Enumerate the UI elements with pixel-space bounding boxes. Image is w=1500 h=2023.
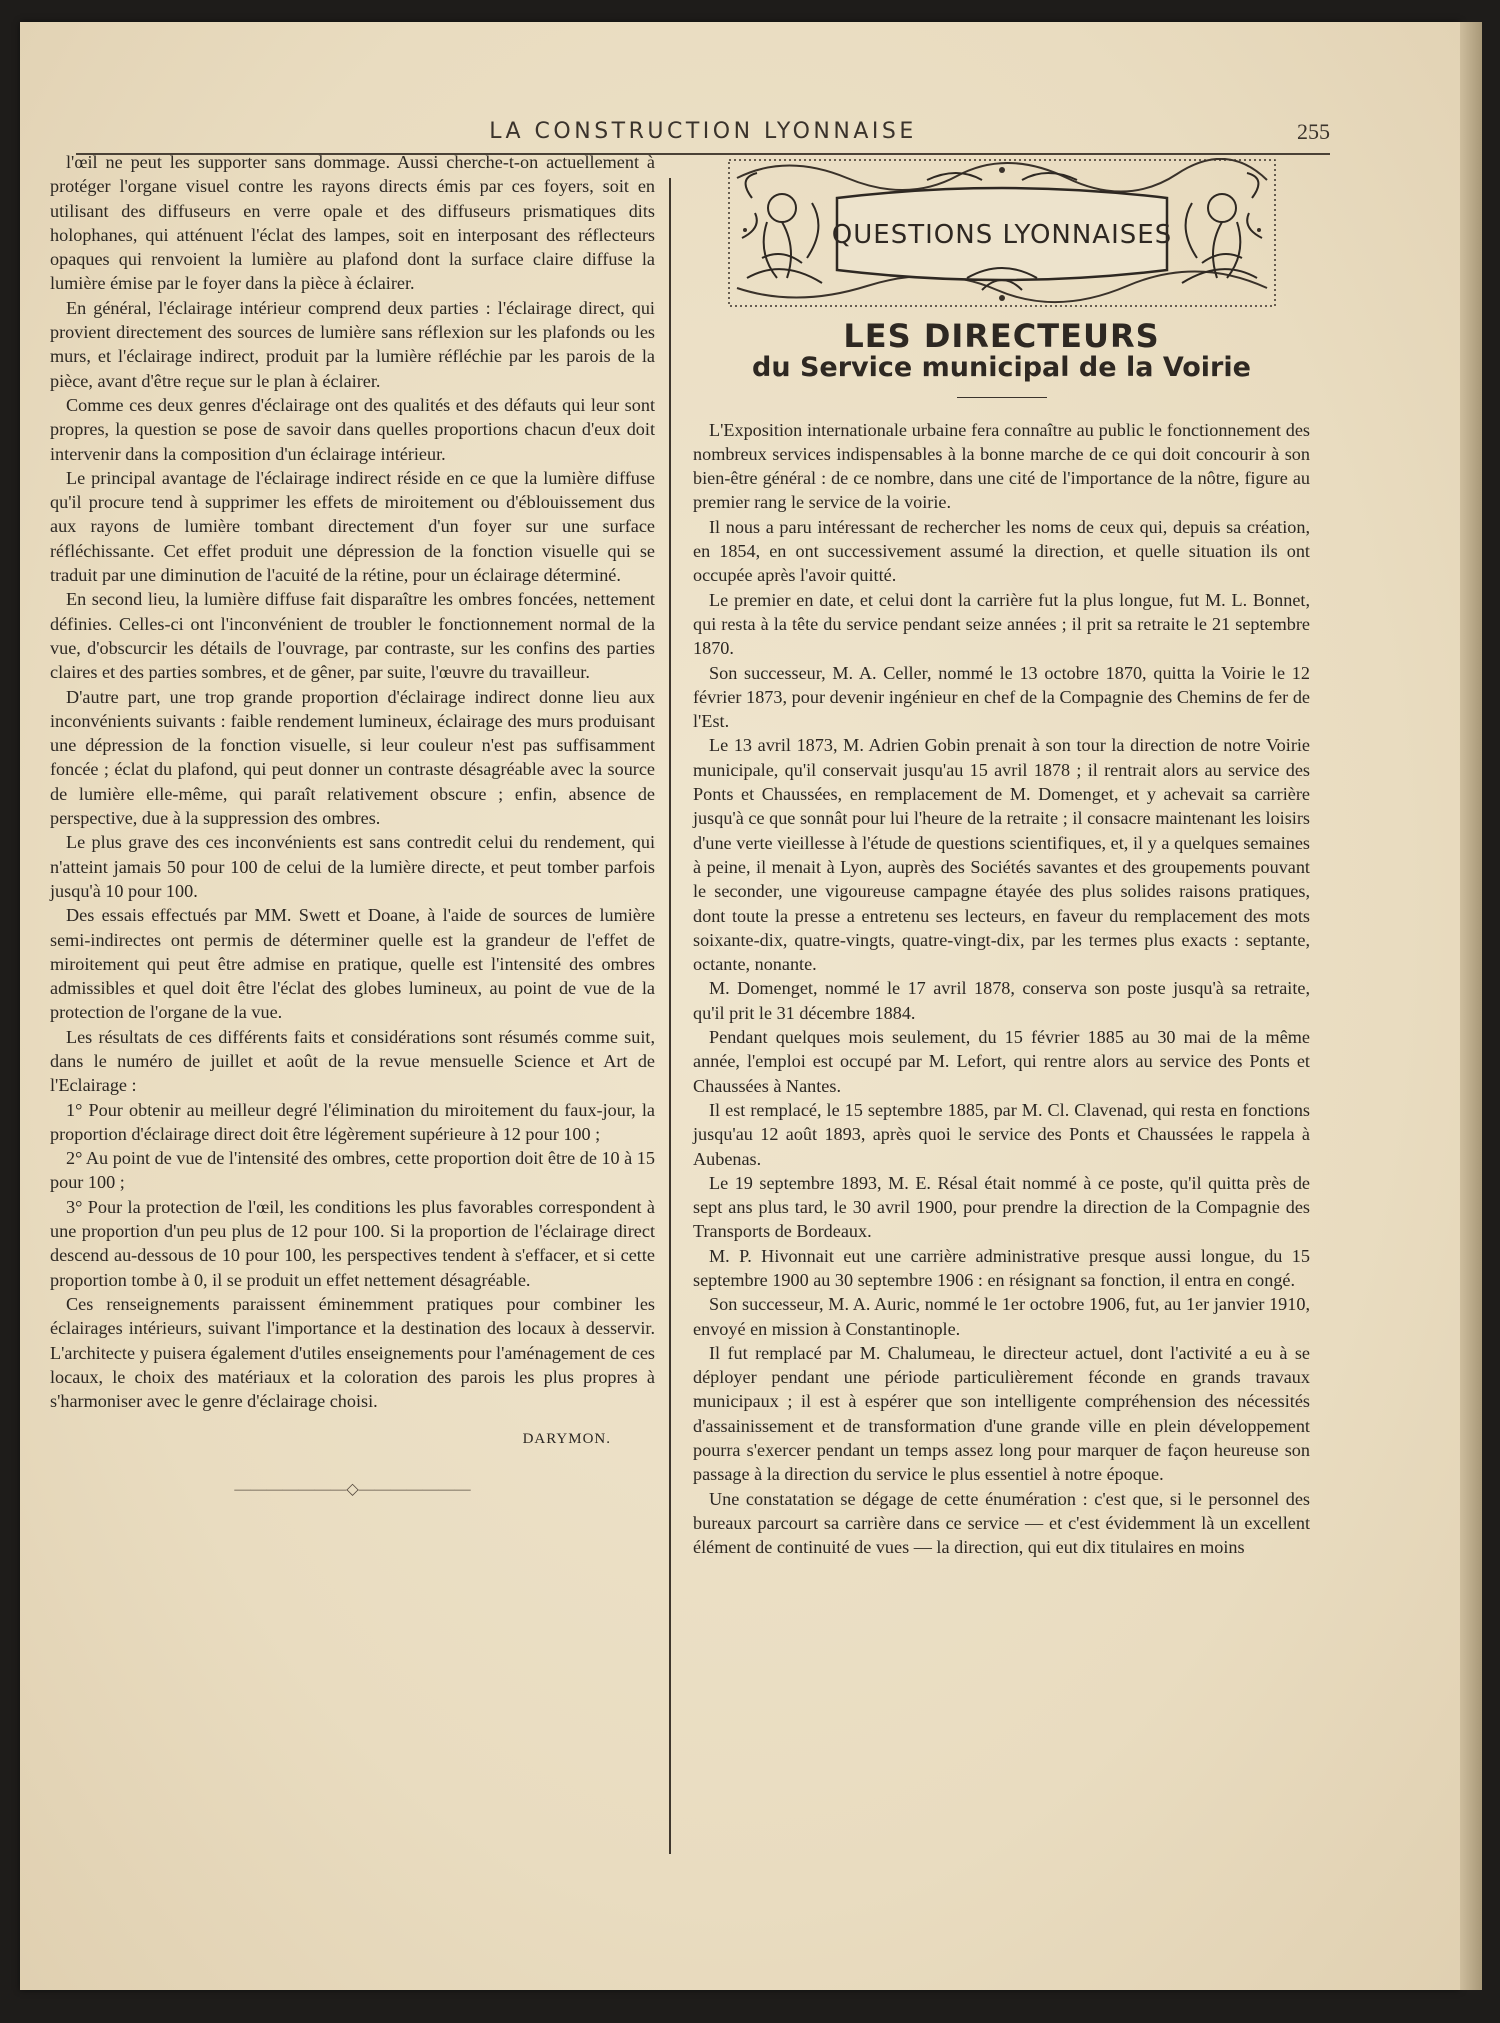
paragraph: 3° Pour la protection de l'œil, les conditions les plus favorables correspondent à une proportion d'un peu plus de 12 pour 100. Si la proportion de l'éclairage direct descend au-dessous de 10 pour 100, les perspectives tendent à s'effacer, et si cette proportion tombe à 0, il se produit un effet nettement désagréable. <box>50 1196 655 1290</box>
banner-text: QUESTIONS LYONNAISES <box>831 220 1172 250</box>
paragraph: Le plus grave des ces inconvénients est sans contredit celui du rendement, qui n'atteint jamais 50 pour 100 de celui de la lumière directe, et peut tomber parfois jusqu'à 10 pour 100. <box>50 832 655 901</box>
paragraph: Le principal avantage de l'éclairage indirect réside en ce que la lumière diffuse qu'il procure tend à supprimer les effets de miroitement ou d'éblouissement dus aux rayons de lumière tombant directement d'un foyer sur une surface réfléchissante. Cet effet produit une dépression de la fonction visuelle qui se traduit par une diminution de l'acuité de la rétine, pour un éclairage déterminé. <box>50 467 655 586</box>
page-header <box>76 97 1330 155</box>
paragraph: L'Exposition internationale urbaine fera connaître au public le fonctionnement des nombreux services indispensables à la bonne marche de ce qui doit concourir à son bien-être général : de ce nombre, dans une cité de l'importance de la nôtre, figure au premier rang le service de la voirie. <box>693 419 1310 513</box>
paragraph: l'œil ne peut les supporter sans dommage. Aussi cherche-t-on actuellement à protéger l'organe visuel contre les rayons directs émis par ces foyers, soit en utilisant des diffuseurs en verre opale et des diffuseurs prismatiques dits holophanes, qui atténuent l'éclat des lampes, soit en interposant des réflecteurs opaques qui renvoient la lumière au plafond dont la surface claire diffuse la lumière émise par le foyer dans la pièce à éclairer. <box>50 152 655 294</box>
paragraph: Il nous a paru intéressant de rechercher les noms de ceux qui, depuis sa création, en 1854, en ont successivement assumé la direction, et quelle situation ils ont occupée après l'avoir quitté. <box>693 516 1310 586</box>
paragraph: Des essais effectués par MM. Swett et Doane, à l'aide de sources de lumière semi-indirectes ont permis de déterminer quelle est la grandeur de l'effet de miroitement qui peut être admise en pratique, quelle est l'intensité des ombres admissibles et quel doit être l'éclat des globes lumineux, au point de vue de la protection de l'organe de la vue. <box>50 905 655 1023</box>
paragraph: Son successeur, M. A. Auric, nommé le 1er octobre 1906, fut, au 1er janvier 1910, envoyé en mission à Constantinople. <box>693 1294 1310 1339</box>
paragraph: En général, l'éclairage intérieur comprend deux parties : l'éclairage direct, qui provient directement des sources de lumière sans réflexion sur les plafonds ou les murs, et l'éclairage indirect, produit par la lumière réfléchie par les parois de la pièce, avant d'être reçue sur le plan à éclairer. <box>50 297 655 391</box>
paragraph: D'autre part, une trop grande proportion d'éclairage indirect donne lieu aux inconvénients suivants : faible rendement lumineux, éclairage des murs produisant une dépression de la fonction visuelle, si leur couleur n'est pas suffisamment foncée ; éclat du plafond, qui peut donner un contraste désagréable avec la source de lumière elle-même, qui paraît relativement obscure ; enfin, absence de perspective, due à la suppression des ombres. <box>50 686 655 829</box>
paragraph: Les résultats de ces différents faits et considérations sont résumés comme suit, dans le numéro de juillet et août de la revue mensuelle Science et Art de l'Eclairage : <box>50 1026 655 1096</box>
paragraph: M. Domenget, nommé le 17 avril 1878, conserva son poste jusqu'à sa retraite, qu'il prit le 31 décembre 1884. <box>693 978 1310 1023</box>
paragraph: En second lieu, la lumière diffuse fait disparaître les ombres foncées, nettement définies. Celles-ci ont l'inconvénient de troubler le fonctionnement normal de la vue, d'obscurcir les détails de l'ouvrage, par contraste, sur les confins des parties claires et des parties sombres, et de gêner, par suite, l'œuvre du travailleur. <box>50 589 655 683</box>
article-title: LES DIRECTEURS <box>843 317 1160 355</box>
paragraph: Le premier en date, et celui dont la carrière fut la plus longue, fut M. L. Bonnet, qui resta à la tête du service pendant seize années ; il prit sa retraite le 21 septembre 1870. <box>693 589 1310 659</box>
column-divider <box>669 178 671 1854</box>
paragraph: 2° Au point de vue de l'intensité des ombres, cette proportion doit être de 10 à 15 pour 100 ; <box>50 1148 655 1193</box>
paragraph: 1° Pour obtenir au meilleur degré l'élimination du miroitement du faux-jour, la proportion d'éclairage direct doit être légèrement supérieure à 12 pour 100 ; <box>50 1099 655 1144</box>
title-rule <box>957 397 1047 398</box>
page-number: 255 <box>1297 119 1330 144</box>
paragraph: Son successeur, M. A. Celler, nommé le 13 octobre 1870, quitta la Voirie le 12 février 1873, pour devenir ingénieur en chef de la Compagnie des Chemins de fer de l'Est. <box>693 662 1310 732</box>
author-signature: DARYMON. <box>522 1431 611 1448</box>
paragraph: Ces renseignements paraissent éminemment pratiques pour combiner les éclairages intérieurs, suivant l'importance et la destination des locaux à desservir. L'architecte y puisera également d'utiles enseignements pour l'aménagement de ces locaux, le choix des matériaux et la coloration des parois les plus propres à s'harmoniser avec le genre d'éclairage choisi. <box>50 1293 655 1412</box>
paragraph: Il fut remplacé par M. Chalumeau, le directeur actuel, dont l'activité a eu à se déployer pendant une période particulièrement féconde en grands travaux municipaux ; il est à espérer que son intelligente compréhension des nécessités d'assainissement et de transformation d'une grande ville en plein développement pourra s'exercer pendant un temps assez long pour marquer de façon heureuse son passage à la direction du service le plus essentiel à notre époque. <box>693 1342 1310 1485</box>
paragraph: Comme ces deux genres d'éclairage ont des qualités et des défauts qui leur sont propres, la question se pose de savoir dans quelles proportions chacun d'eux doit intervenir dans la composition d'un éclairage intérieur. <box>50 394 655 464</box>
paragraph: Le 13 avril 1873, M. Adrien Gobin prenait à son tour la direction de notre Voirie municipale, qu'il conservait jusqu'au 15 avril 1878 ; il rentrait alors au service des Ponts et Chaussées, en remplacement de M. Domenget, et y achevait sa carrière jusqu'à ce que sonnât pour lui l'heure de la retraite ; il consacre maintenant les loisirs d'une verte vieillesse à l'étude de questions scientifiques, et, il y a quelques semaines à peine, il menait à Lyon, auprès des Sociétés savantes et des groupements pouvant le seconder, une vigoureuse campagne étayée des plus solides raisons pratiques, dont toute la presse a entretenu ses lecteurs, en faveur du remplacement des mots soixante-dix, quatre-vingts, quatre-vingt-dix, par les termes plus exacts : septante, octante, nonante. <box>693 735 1310 975</box>
left-column <box>50 150 655 1502</box>
running-title: LA CONSTRUCTION LYONNAISE <box>489 119 917 144</box>
article-end-ornament: ———————◇——————— <box>234 1480 471 1498</box>
paragraph: M. P. Hivonnait eut une carrière administrative presque aussi longue, du 15 septembre 1900 au 30 septembre 1906 : en résignant sa fonction, il entra en congé. <box>693 1245 1310 1290</box>
paragraph: Il est remplacé, le 15 septembre 1885, par M. Cl. Clavenad, qui resta en fonctions jusqu'au 12 août 1893, après quoi le service des Ponts et Chaussées le rappela à Aubenas. <box>693 1099 1310 1169</box>
section-banner <box>727 158 1277 308</box>
right-column <box>693 150 1310 1560</box>
page-edge <box>1460 22 1482 1990</box>
paragraph: Le 19 septembre 1893, M. E. Résal était nommé à ce poste, qu'il quitta près de sept ans plus tard, le 30 avril 1900, pour prendre la direction de la Compagnie des Transports de Bordeaux. <box>693 1172 1310 1242</box>
paragraph: Une constatation se dégage de cette énumération : c'est que, si le personnel des bureaux parcourt sa carrière dans ce service — et c'est évidemment là un excellent élément de continuité de vues — la direction, qui eut dix titulaires en moins <box>693 1488 1310 1558</box>
paragraph: Pendant quelques mois seulement, du 15 février 1885 au 30 mai de la même année, l'emploi est occupé par M. Lefort, qui rentre alors au service des Ponts et Chaussées à Nantes. <box>693 1027 1310 1096</box>
article-subtitle: du Service municipal de la Voirie <box>752 352 1251 384</box>
